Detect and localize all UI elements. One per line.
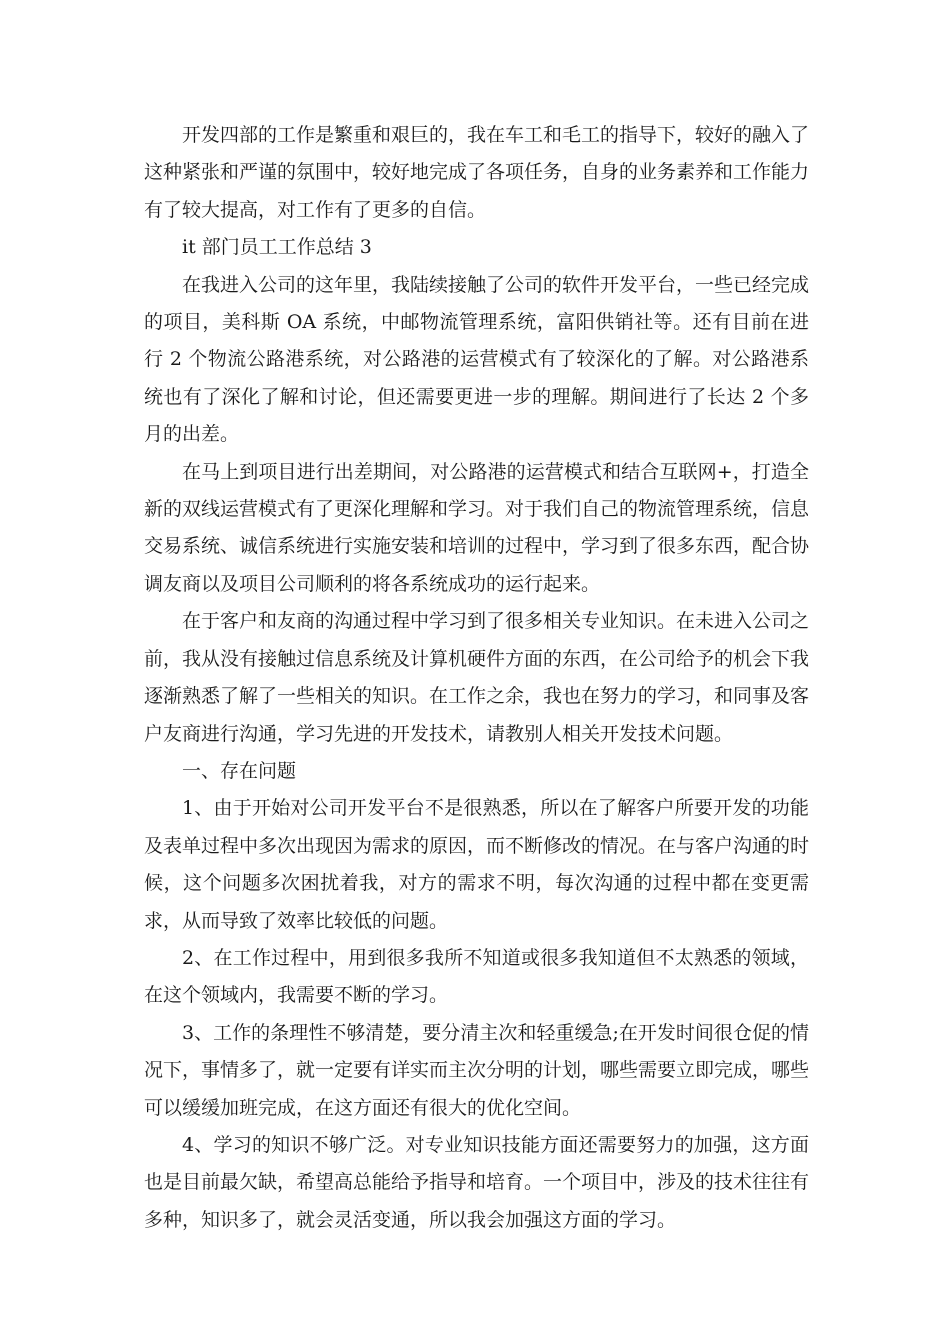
- section-title: it 部门员工工作总结 3: [182, 236, 372, 259]
- list-item: 3、工作的条理性不够清楚，要分清主次和轻重缓急;在开发时间很仓促的情况下，事情多了，就一定要有详实而主次分明的计划，哪些需要立即完成，哪些可以缓缓加班完成，在这方面还有很大的优化空间。: [144, 1021, 810, 1119]
- paragraph: 在我进入公司的这年里，我陆续接触了公司的软件开发平台，一些已经完成的项目，美科斯 OA 系统，中邮物流管理系统，富阳供销社等。还有目前在进行 2 个物流公路港系统，对公路港的运营模式有了较深化的了解。对公路港系统也有了深化了解和讨论，但还需要更进一步的理解。期间进行了长达 2 个多月的出差。: [144, 273, 810, 446]
- list-item: 4、学习的知识不够广泛。对专业知识技能方面还需要努力的加强，这方面也是目前最欠缺，希望高总能给予指导和培育。一个项目中，涉及的技术往往有多种，知识多了，就会灵活变通，所以我会加强这方面的学习。: [144, 1133, 810, 1231]
- paragraph: 开发四部的工作是繁重和艰巨的，我在车工和毛工的指导下，较好的融入了这种紧张和严谨的氛围中，较好地完成了各项任务，自身的业务素养和工作能力有了较大提高，对工作有了更多的自信。: [144, 124, 810, 221]
- document-body: [144, 117, 809, 1239]
- list-item: 1、由于开始对公司开发平台不是很熟悉，所以在了解客户所要开发的功能及表单过程中多次出现因为需求的原因，而不断修改的情况。在与客户沟通的时候，这个问题多次困扰着我，对方的需求不明，每次沟通的过程中都在变更需求，从而导致了效率比较低的问题。: [144, 797, 810, 932]
- paragraph: 在马上到项目进行出差期间，对公路港的运营模式和结合互联网+，打造全新的双线运营模式有了更深化理解和学习。对于我们自己的物流管理系统，信息交易系统、诚信系统进行实施安装和培训的过程中，学习到了很多东西，配合协调友商以及项目公司顺利的将各系统成功的运行起来。: [144, 460, 810, 595]
- paragraph: 在于客户和友商的沟通过程中学习到了很多相关专业知识。在未进入公司之前，我从没有接触过信息系统及计算机硬件方面的东西，在公司给予的机会下我逐渐熟悉了解了一些相关的知识。在工作之余，我也在努力的学习，和同事及客户友商进行沟通，学习先进的开发技术，请教别人相关开发技术问题。: [144, 610, 810, 745]
- section-heading: 一、存在问题: [182, 759, 297, 782]
- list-item: 2、在工作过程中，用到很多我所不知道或很多我知道但不太熟悉的领域，在这个领域内，我需要不断的学习。: [144, 946, 809, 1007]
